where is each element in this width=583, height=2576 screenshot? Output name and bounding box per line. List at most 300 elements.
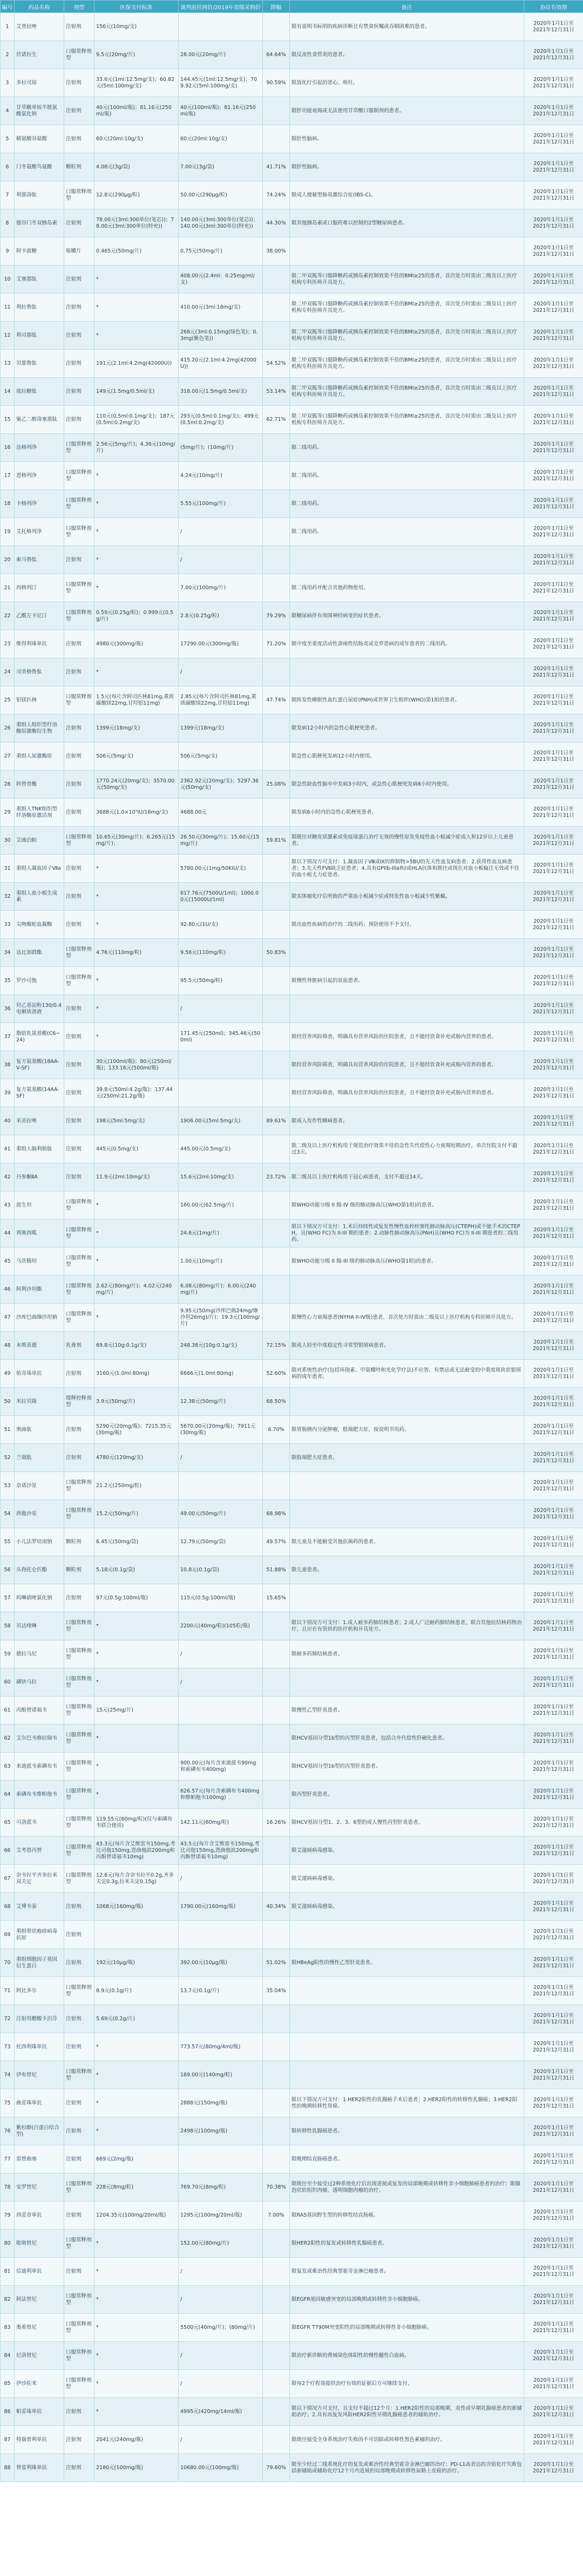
payment-standard: 0.465元(50mg/片) [94,237,179,265]
remarks: 限艾滋病病毒感染。 [290,1865,524,1893]
price-drop [263,2342,290,2370]
row-number: 50 [1,1388,15,1416]
remarks: 限实体瘤化疗后所致的严重血小板减少症或特发性血小板减少性紫癜。 [290,883,524,911]
drug-name: 重组人尿激酶原 [15,742,64,771]
dosage-form: 口服常释剂型 [64,1668,94,1696]
dosage-form: 口服常释剂型 [64,2230,94,2258]
price-drop: 68.50% [263,1388,290,1416]
remarks [290,2033,524,2061]
payment-standard: 60元(20ml:10g/支) [94,125,179,153]
remarks: 限以下情况方可支付，且支付不超过12个月：1.HER2阳性的局部晚期、炎性或早期乳腺癌患者的新辅助治疗；2.具有高复发风险HER2阳性早期乳腺癌患者的辅助治疗。 [290,2398,524,2426]
row-number: 63 [1,1753,15,1781]
price-drop: 54.52% [263,350,290,378]
validity-period: 2020年1月1日至 2021年12月31日 [524,1163,583,1191]
payment-standard: * [94,995,179,1023]
drug-name: 重组人TNK组织型纤溶酶原激活剂 [15,799,64,827]
drug-name: 托西利珠单抗 [15,2033,64,2061]
table-row [1,41,583,69]
original-price [179,1725,263,1753]
row-number: 47 [1,1304,15,1332]
row-number: 38 [1,1051,15,1079]
row-number: 72 [1,2005,15,2033]
drug-name: 重组人组织型纤溶酶原激酶衍生物 [15,714,64,742]
remarks: 限二线用药。 [290,462,524,490]
original-price: 10680.00元(100mg/瓶) [179,2454,263,2482]
drug-name: 阿比多尔 [15,1977,64,2005]
dosage-form: 口服常释剂型 [64,1781,94,1809]
remarks [290,1388,524,1416]
original-price: 4688.00元 [179,799,263,827]
payment-standard: 15元(25mg/片) [94,1696,179,1725]
dosage-form: 口服常释剂型 [64,827,94,855]
price-drop [263,2117,290,2145]
remarks: 限其他胰岛素或口服药难以控制的2型糖尿病患者。 [290,209,524,237]
payment-standard: * [94,2230,179,2258]
row-number: 20 [1,546,15,574]
table-row [1,574,583,602]
validity-period: 2020年1月1日至 2021年12月31日 [524,69,583,97]
row-number: 5 [1,125,15,153]
validity-period: 2020年1月1日至 2021年12月31日 [524,1584,583,1612]
row-number: 54 [1,1500,15,1528]
validity-period: 2020年1月1日至 2021年12月31日 [524,855,583,883]
original-price: 1790.00元(160mg/瓶) [179,1893,263,1921]
dosage-form: 口服常释剂型 [64,41,94,69]
price-drop: 52.60% [263,1360,290,1388]
dosage-form: 注射剂 [64,1360,94,1388]
validity-period: 2020年1月1日至 2021年12月31日 [524,2342,583,2370]
validity-period: 2020年1月1日至 2021年12月31日 [524,1219,583,1248]
original-price: / [179,1668,263,1696]
remarks: 限儿童患者。 [290,1556,524,1584]
validity-period: 2020年1月1日至 2021年12月31日 [524,1668,583,1696]
remarks: 限肝功能衰竭或无法使用甘草酸口服制剂的患者。 [290,97,524,125]
table-row [1,1248,583,1276]
table-row [1,1612,583,1640]
header-price-drop: 降幅 [263,1,290,13]
original-price: 13.7元(0.1g/片) [179,1977,263,2005]
row-number: 36 [1,995,15,1023]
price-drop [263,2145,290,2173]
drug-name: 重组人凝血因子Ⅶa [15,855,64,883]
validity-period: 2020年1月1日至 2021年12月31日 [524,1696,583,1725]
payment-standard: 1.5元(每片含阿司匹林81mg,重质碳酸镁22mg,甘羟铝11mg) [94,686,179,714]
original-price: 7.00元(100mg/片) [179,574,263,602]
validity-period: 2020年1月1日至 2021年12月31日 [524,1388,583,1416]
header-dosage-form: 剂型 [64,1,94,13]
payment-standard: 2.56元(5mg/片)；4.36元(10mg/片) [94,434,179,462]
drug-name: 马昔腾坦 [15,1248,64,1276]
price-drop [263,883,290,911]
dosage-form: 注射剂 [64,125,94,153]
table-row [1,1584,583,1612]
remarks [290,1977,524,2005]
row-number: 66 [1,1837,15,1865]
payment-standard: * [94,2314,179,2342]
price-drop: 89.61% [263,1107,290,1135]
original-price: 5670.00元(20mg/瓶)；7911元(30mg/瓶) [179,1416,263,1444]
original-price: 4.24元(10mg/片) [179,462,263,490]
table-row [1,265,583,294]
dosage-form: 注射剂 [64,1921,94,1949]
drug-name: 卡格列净 [15,490,64,518]
row-number: 14 [1,378,15,406]
validity-period: 2020年1月1日至 2021年12月31日 [524,742,583,771]
dosage-form: 口服常释剂型 [64,1219,94,1248]
payment-standard: * [94,855,179,883]
header-payment-standard: 医保支付标准 [94,1,179,13]
validity-period: 2020年1月1日至 2021年12月31日 [524,2089,583,2117]
payment-standard: 149元(1.5mg/0.5ml/支) [94,378,179,406]
table-row [1,2426,583,2454]
original-price: / [179,2342,263,2370]
row-number: 2 [1,41,15,69]
price-drop [263,2005,290,2033]
row-number: 71 [1,1977,15,2005]
table-row [1,855,583,883]
price-drop: 70.38% [263,2173,290,2202]
table-row [1,1837,583,1865]
remarks: 限HCV基因分型1b型的丙型肝炎患者。 [290,1753,524,1781]
remarks: 限以下情况方可支付：1.HER2阳性的乳腺癌手术后患者；2.HER2阳性的转移性乳腺癌；3.HER2阳性的晚期转移性胃癌。 [290,2089,524,2117]
original-price: / [179,518,263,546]
original-price: 142.11元(60mg/粒) [179,1809,263,1837]
validity-period: 2020年1月1日至 2021年12月31日 [524,2202,583,2230]
remarks: 限以下情况方可支付：1.凝血因子Ⅷ或Ⅸ的抑制物>5BU的先天性血友病患者；2.获得性血友病患者；3.先天性FⅦ缺乏症患者；4.具有GPIIb-IIIa和/或HLA抗体和既往或现在对血小板输注无效或不佳的血小板无力症患者。 [290,855,524,883]
dosage-form: 注射剂 [64,350,94,378]
original-price: 9.56元(110mg/粒) [179,939,263,967]
table-header-row [1,1,583,13]
drug-name: 沙库巴曲缬沙坦钠 [15,1304,64,1332]
validity-period: 2020年1月1日至 2021年12月31日 [524,1500,583,1528]
dosage-form: 注射剂 [64,69,94,97]
payment-standard: 97元(0.5g:100ml/瓶) [94,1584,179,1612]
original-price: 445.00元(0.5mg/支) [179,1135,263,1163]
dosage-form: 注射剂 [64,294,94,322]
original-price [179,2145,263,2173]
payment-standard: 6.45元(50mg/袋) [94,1528,179,1556]
payment-standard: 4780元(120mg/支) [94,1444,179,1472]
original-price [179,1079,263,1107]
price-drop: 90.59% [263,69,290,97]
remarks: 限以下情况方可支付：1.术后持续性或复发性慢性血栓栓塞性肺动脉高压(CTEPH)或不能手术的CTEPH，且(WHO FC)为 II-III 期的患者；2.动脉性肺动脉高压(PAH)且(WHO FC)为 II-III 期患者的二线用药。 [290,1219,524,1248]
price-drop [263,518,290,546]
original-price: / [179,2286,263,2314]
dosage-form: 口服常释剂型 [64,1865,94,1893]
dosage-form: 颗粒剂 [64,153,94,181]
dosage-form: 注射剂 [64,1079,94,1107]
row-number: 52 [1,1444,15,1472]
row-number: 25 [1,686,15,714]
row-number: 3 [1,69,15,97]
dosage-form: 注射剂 [64,2145,94,2173]
remarks: 限二线用药。 [290,490,524,518]
row-number: 40 [1,1107,15,1135]
payment-standard: 228元(8mg/粒) [94,2173,179,2202]
dosage-form: 口服常释剂型 [64,2370,94,2398]
payment-standard: 198元(5ml:5mg/支) [94,1107,179,1135]
table-row [1,1725,583,1753]
payment-standard: * [94,574,179,602]
dosage-form: 口服常释剂型 [64,1276,94,1304]
original-price: 769.70元(8mg/粒) [179,2173,263,2202]
dosage-form: 咀嚼片 [64,237,94,265]
table-row [1,1753,583,1781]
payment-standard: 1204.35元(100mg/20ml/瓶) [94,2202,179,2230]
validity-period: 2020年1月1日至 2021年12月31日 [524,2061,583,2089]
remarks: 限急性心肌梗死发病12小时内使用。 [290,742,524,771]
table-row [1,490,583,518]
drug-name: 紫杉醇(白蛋白结合型) [15,2117,64,2145]
price-drop [263,322,290,350]
dosage-form: 注射剂 [64,995,94,1023]
validity-period: 2020年1月1日至 2021年12月31日 [524,322,583,350]
row-number: 44 [1,1219,15,1248]
payment-standard: 40元(100ml/瓶)；81.16元(250ml/瓶) [94,97,179,125]
price-drop [263,1219,290,1248]
payment-standard: 110元(0.5ml:0.1mg/支)；187元(0.5ml:0.2mg/支) [94,406,179,434]
row-number: 62 [1,1725,15,1753]
dosage-form: 注射剂 [64,2454,94,2482]
table-row [1,125,583,153]
validity-period: 2020年1月1日至 2021年12月31日 [524,2145,583,2173]
original-price: / [179,1865,263,1893]
table-row [1,2398,583,2426]
dosage-form: 口服常释剂型 [64,1500,94,1528]
drug-name: 艾塞那肽 [15,265,64,294]
row-number: 33 [1,911,15,939]
row-number: 24 [1,658,15,686]
payment-standard: * [94,1612,179,1640]
dosage-form: 注射剂 [64,322,94,350]
validity-period: 2020年1月1日至 2021年12月31日 [524,686,583,714]
validity-period: 2020年1月1日至 2021年12月31日 [524,995,583,1023]
drug-name: 复方氨基酸(14AA-SF) [15,1079,64,1107]
validity-period: 2020年1月1日至 2021年12月31日 [524,1135,583,1163]
validity-period: 2020年1月1日至 2021年12月31日 [524,2454,583,2482]
dosage-form: 注射剂 [64,265,94,294]
original-price: 617.76元(7500U/1ml)；1000.00元(15000U/1ml) [179,883,263,911]
row-number: 21 [1,574,15,602]
remarks [290,939,524,967]
table-row [1,1023,583,1051]
price-drop [263,1248,290,1276]
payment-standard: 1770.24元(20mg/支)；3570.00元(50mg/支) [94,771,179,799]
dosage-form: 注射剂 [64,1949,94,1977]
validity-period: 2020年1月1日至 2021年12月31日 [524,518,583,546]
drug-name: 重组带状疱疹病毒抗原 [15,1921,64,1949]
validity-period: 2020年1月1日至 2021年12月31日 [524,602,583,630]
table-row [1,2342,583,2370]
price-drop [263,2370,290,2398]
drug-name: 利奥西呱 [15,1219,64,1248]
remarks: 限复发或难治性经典型霍奇金淋巴瘤患者。 [290,2258,524,2286]
original-price: 506元(5mg/支) [179,742,263,771]
table-row [1,1781,583,1809]
remarks: 限既往接受全身系统治疗失败的不可切除或转移性黑色素瘤的治疗。 [290,2426,524,2454]
original-price: 26.50元(30mg/片)；15.60元(15mg/片) [179,827,263,855]
remarks [290,995,524,1023]
table-row [1,1865,583,1893]
drug-name: 丙酚替诺福韦 [15,1696,64,1725]
drug-name: 铝镁匹林 [15,686,64,714]
price-drop: 7.00% [263,2202,290,2230]
table-row [1,714,583,742]
row-number: 12 [1,322,15,350]
row-number: 49 [1,1360,15,1388]
table-row [1,434,583,462]
price-drop [263,1640,290,1668]
payment-standard: * [94,462,179,490]
drug-name: 多拉司琼 [15,69,64,97]
payment-standard: 4980元(300mg/瓶) [94,630,179,658]
table-row [1,2230,583,2258]
remarks [290,1668,524,1696]
price-drop [263,1612,290,1640]
row-number: 77 [1,2145,15,2173]
drug-name: 小儿法罗培南钠 [15,1528,64,1556]
original-price: 17290.00元(300mg/瓶) [179,630,263,658]
original-price: 24.6元(1mg/片) [179,1219,263,1248]
validity-period: 2020年1月1日至 2021年12月31日 [524,350,583,378]
remarks: 限耐多药肺结核患者。 [290,1640,524,1668]
validity-period: 2020年1月1日至 2021年12月31日 [524,1248,583,1276]
original-price: 1399元(18mg/支) [179,714,263,742]
price-drop [263,1444,290,1472]
validity-period: 2020年1月1日至 2021年12月31日 [524,1023,583,1051]
original-price: / [179,2370,263,2398]
price-drop: 59.81% [263,827,290,855]
table-row [1,1949,583,1977]
dosage-form: 注射剂 [64,658,94,686]
price-drop [263,1135,290,1163]
remarks: 限EGFR T790M突变阳性的局部晚期或转移性非小细胞肺癌。 [290,2314,524,2342]
dosage-form: 注射剂 [64,2426,94,2454]
payment-standard: * [94,294,179,322]
validity-period: 2020年1月1日至 2021年12月31日 [524,799,583,827]
original-price: 60元(20ml:10g/支) [179,125,263,153]
dosage-form: 口服常释剂型 [64,518,94,546]
table-row [1,2033,583,2061]
validity-period: 2020年1月1日至 2021年12月31日 [524,125,583,153]
drug-name: 奈韦拉平齐多拉米双夫定 [15,1865,64,1893]
price-drop [263,1921,290,1949]
table-row [1,1696,583,1725]
row-number: 9 [1,237,15,265]
dosage-form: 注射剂 [64,1135,94,1163]
table-row [1,1135,583,1163]
row-number: 11 [1,294,15,322]
row-number: 58 [1,1612,15,1640]
drug-name: 阿替普酶 [15,771,64,799]
drug-name: 重组人脑利钠肽 [15,1135,64,1163]
remarks [290,658,524,686]
drug-name: 门冬氨酸鸟氨酸 [15,153,64,181]
table-row [1,518,583,546]
validity-period: 2020年1月1日至 2021年12月31日 [524,294,583,322]
row-number: 78 [1,2173,15,2202]
table-row [1,1360,583,1388]
dosage-form: 乳膏剂 [64,1332,94,1360]
table-row [1,1388,583,1416]
payment-standard: 3688元(1.0×10⁷IU/16mg/支) [94,799,179,827]
remarks [290,1921,524,1949]
remarks: 限阵发性睡眠性血红蛋白尿症(PNH)或世界卫生组织(WHO)第1组的患者。 [290,686,524,714]
remarks: 限二甲双胍等口服降糖药或胰岛素控制效果不佳的BMI≥25的患者，首次处方时需由二级及以上医疗机构专科医师开具处方。 [290,378,524,406]
row-number: 75 [1,2089,15,2117]
dosage-form: 口服常释剂型 [64,2061,94,2089]
original-price [179,1051,263,1079]
validity-period: 2020年1月1日至 2021年12月31日 [524,1612,583,1640]
payment-standard: 5.69元(0.2g/片) [94,2005,179,2033]
price-drop [263,1696,290,1725]
remarks: 限经营养风险筛查，明确具有营养风险的住院患者，且不能经饮食补充或肠内营养的患者。 [290,1023,524,1051]
validity-period: 2020年1月1日至 2021年12月31日 [524,1977,583,2005]
price-drop: 38.00% [263,237,290,265]
remarks: 限有说明书标明的疾病诊断且有禁食医嘱或吞咽困难的患者。 [290,13,524,41]
payment-standard: * [94,1781,179,1809]
remarks: 限对系统性治疗(包括环孢素、甲氨蝶呤和光化学疗法)不应答、有禁忌或无法耐受的中重度斑块状银屑病的成年患者。 [290,1360,524,1388]
row-number: 10 [1,265,15,294]
remarks: 限二甲双胍等口服降糖药或胰岛素控制效果不佳的BMI≥25的患者，首次处方时需由二级及以上医疗机构专科医师开具处方。 [290,265,524,294]
table-row [1,350,583,378]
price-drop [263,1837,290,1865]
payment-standard: 39.8元(50ml:4.2g/瓶)；137.44元(250ml:21.2g/瓶) [94,1079,179,1107]
header-validity: 协议有效期 [524,1,583,13]
dosage-form: 口服常释剂型 [64,181,94,209]
original-price: 1906.00元(5ml:5mg/支) [179,1107,263,1135]
validity-period: 2020年1月1日至 2021年12月31日 [524,1640,583,1668]
drug-name: 达比加群酯 [15,939,64,967]
original-price [179,2005,263,2033]
remarks: 限艾滋病病毒感染。 [290,1837,524,1865]
payment-standard: 69.8元(10g:0.1g/支) [94,1332,179,1360]
original-price: 6666元(1.0ml:80mg) [179,1360,263,1388]
dosage-form: 口服常释剂型 [64,602,94,630]
drug-name: 聚乙二醇洛塞那肽 [15,406,64,434]
remarks: 限肢端肥大症患者。 [290,1444,524,1472]
table-row [1,630,583,658]
validity-period: 2020年1月1日至 2021年12月31日 [524,406,583,434]
row-number: 43 [1,1191,15,1219]
original-price: 900.00元(每片含来迪派韦90mg和索磷布韦400mg) [179,1753,263,1781]
price-drop: 68.98% [263,1500,290,1528]
validity-period: 2020年1月1日至 2021年12月31日 [524,1472,583,1500]
drug-name: 可洛派韦 [15,1809,64,1837]
row-number: 7 [1,181,15,209]
table-row [1,13,583,41]
row-number: 56 [1,1556,15,1584]
remarks: 限肝性脑病。 [290,125,524,153]
remarks: 限治疗新诊断的费城染色体阳性的慢性髓性白血病。 [290,2342,524,2370]
remarks: 限HER2阳性的复发或转移性乳腺癌患者。 [290,2230,524,2258]
payment-standard: 1399元(18mg/支) [94,714,179,742]
original-price: 28.00元(20mg/片) [179,41,263,69]
table-row [1,2454,583,2482]
price-drop [263,714,290,742]
row-number: 8 [1,209,15,237]
dosage-form: 注射剂 [64,855,94,883]
payment-standard: 9.5元(20mg/片) [94,41,179,69]
dosage-form: 口服常释剂型 [64,1304,94,1332]
price-drop [263,2314,290,2342]
dosage-form: 口服常释剂型 [64,1977,94,2005]
price-drop [263,97,290,125]
dosage-form: 注射剂 [64,1051,94,1079]
payment-standard: 445元(0.5mg/支) [94,1135,179,1163]
original-price: 626.57元(每片含索磷布韦400mg和维帕他韦100mg) [179,1781,263,1809]
drug-name: 乙酰左卡尼汀 [15,602,64,630]
